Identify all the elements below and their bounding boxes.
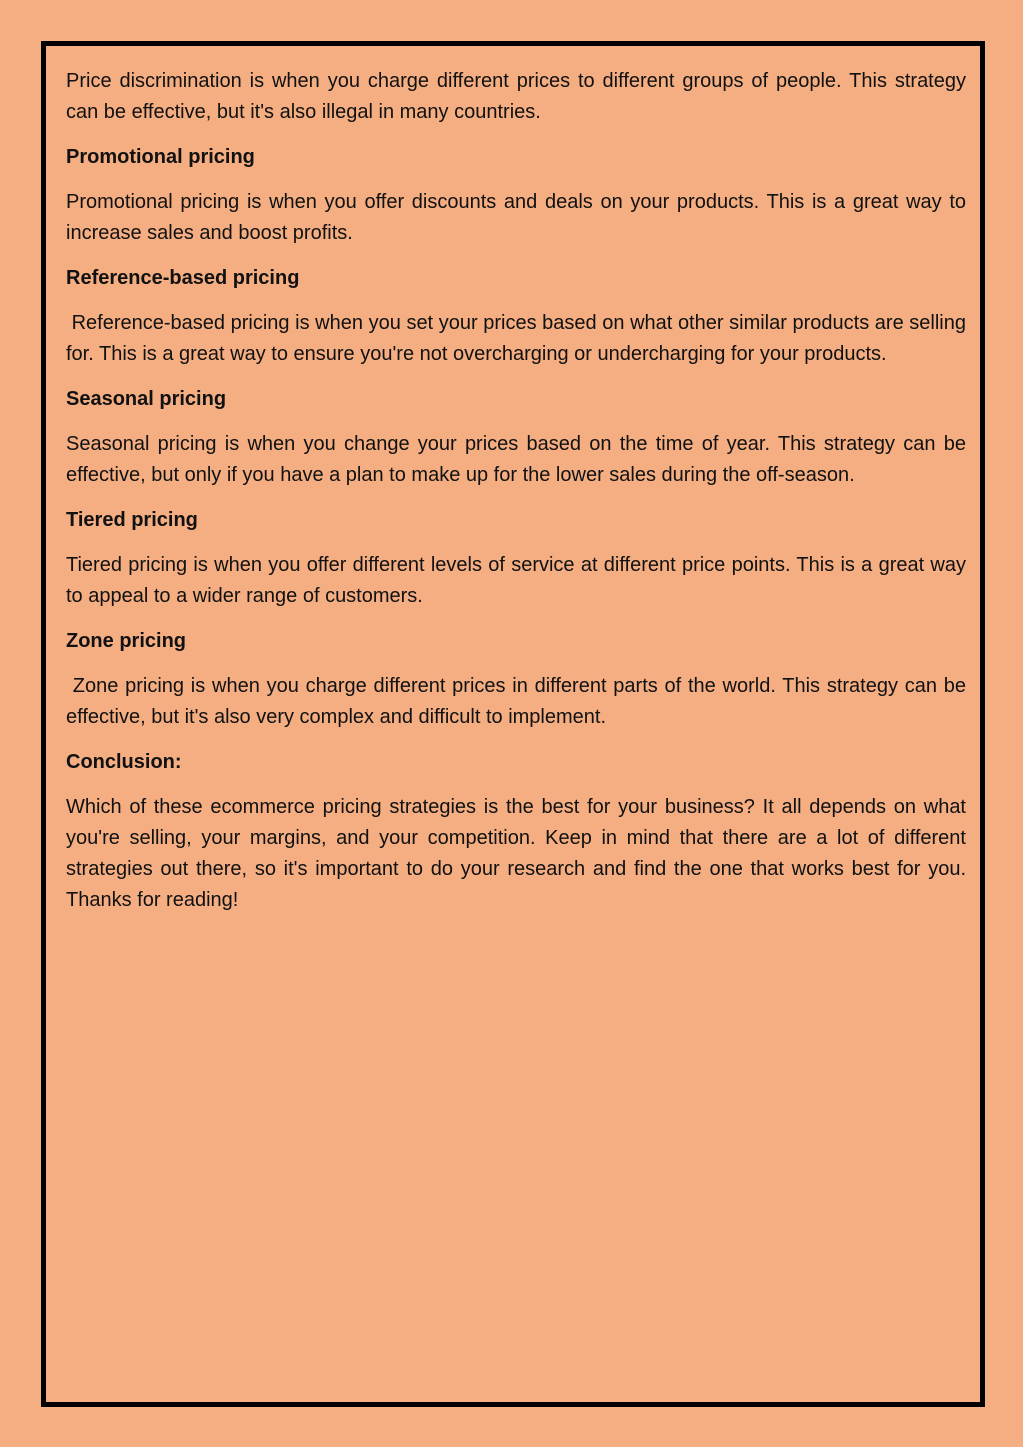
paragraph-promotional-pricing: Promotional pricing is when you offer discounts and deals on your products. This is a great way to increase sales and boost profits. [66, 191, 966, 244]
heading-reference-based-pricing: Reference-based pricing [66, 267, 300, 289]
document-content [66, 66, 972, 930]
paragraph-reference-based-pricing: Reference-based pricing is when you set your prices based on what other similar products are selling for. This is a great way to ensure you're not overcharging or undercharging for your products. [66, 312, 972, 365]
heading-seasonal-pricing: Seasonal pricing [66, 388, 227, 410]
paragraph-seasonal-pricing: Seasonal pricing is when you change your prices based on the time of year. This strategy can be effective, but only if you have a plan to make up for the lower sales during the off-season. [66, 433, 966, 486]
heading-conclusion: Conclusion: [66, 751, 182, 773]
paragraph-price-discrimination: Price discrimination is when you charge different prices to different groups of people. This strategy can be effective, but it's also illegal in many countries. [66, 70, 966, 123]
heading-tiered-pricing: Tiered pricing [66, 509, 198, 531]
paragraph-zone-pricing: Zone pricing is when you charge different prices in different parts of the world. This strategy can be effective, but it's also very complex and difficult to implement. [66, 675, 972, 728]
paragraph-tiered-pricing: Tiered pricing is when you offer different levels of service at different price points. This is a great way to appeal to a wider range of customers. [66, 554, 966, 607]
heading-zone-pricing: Zone pricing [66, 630, 186, 652]
paragraph-conclusion: Which of these ecommerce pricing strategies is the best for your business? It all depends on what you're selling, your margins, and your competition. Keep in mind that there are a lot of different strategies out there, so it's important to do your research and find the one that works best for you. Thanks for reading! [66, 796, 966, 911]
page-frame [41, 41, 985, 1407]
heading-promotional-pricing: Promotional pricing [66, 146, 255, 168]
